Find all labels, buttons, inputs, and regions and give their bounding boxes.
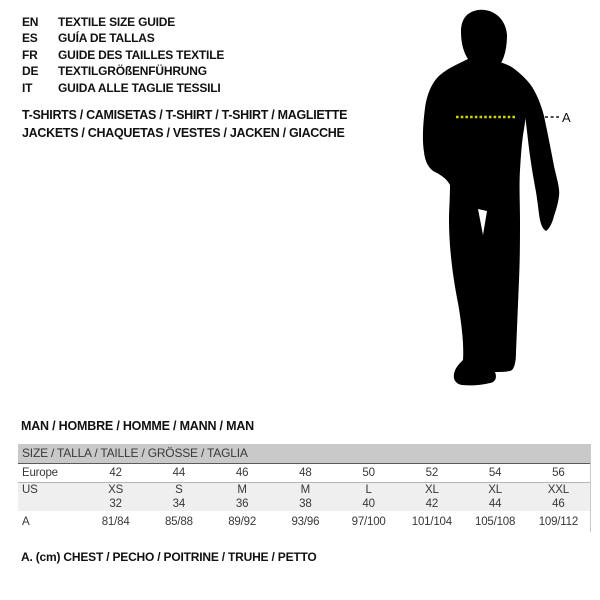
table-cell: 42: [109, 467, 122, 479]
table-cell: 44: [488, 498, 502, 510]
table-cell: XS: [108, 484, 124, 496]
language-label: GUÍA DE TALLAS: [58, 31, 155, 46]
table-cell: 44: [172, 467, 186, 479]
size-table-header: SIZE / TALLA / TAILLE / GRÖSSE / TAGLIA: [18, 444, 590, 464]
language-row: [22, 14, 224, 30]
table-cell: 101/104: [411, 516, 452, 528]
row-label: A: [22, 516, 30, 528]
category-jackets: JACKETS / CHAQUETAS / VESTES / JACKEN / GIACCHE: [22, 125, 345, 140]
table-cell: 56: [552, 467, 565, 479]
language-row: [22, 63, 224, 79]
table-cell: 48: [299, 467, 312, 479]
table-cell: 89/92: [228, 516, 257, 528]
table-row-numeric: [18, 497, 590, 511]
table-cell: 54: [488, 467, 502, 479]
language-code: EN: [22, 15, 39, 29]
language-label: TEXTILGRÖßENFÜHRUNG: [58, 64, 207, 79]
table-row-chest: [18, 511, 590, 532]
table-cell: 34: [172, 498, 186, 510]
table-cell: M: [300, 484, 311, 496]
language-code: FR: [22, 47, 38, 62]
language-label: GUIDA ALLE TAGLIE TESSILI: [58, 80, 221, 95]
table-cell: S: [175, 484, 183, 496]
man-silhouette-figure: [420, 8, 580, 388]
table-cell: 38: [299, 498, 312, 510]
row-label: [18, 497, 84, 511]
table-cell: 50: [362, 467, 375, 479]
language-list: [22, 14, 224, 96]
language-row: [22, 47, 224, 63]
table-cell: L: [365, 484, 372, 496]
table-cell: 42: [425, 498, 439, 510]
table-cell: 52: [425, 467, 439, 479]
table-cell: XXL: [547, 484, 569, 496]
table-cell: 85/88: [164, 516, 193, 528]
table-row-europe: [18, 464, 590, 482]
measure-label-a: A: [562, 110, 571, 125]
table-shaded-band: [18, 482, 590, 511]
section-title-man: MAN / HOMBRE / HOMME / MANN / MAN: [21, 419, 254, 433]
table-cell: 81/84: [101, 516, 130, 528]
table-cell: XL: [425, 484, 439, 496]
language-code: ES: [22, 31, 38, 46]
category-tshirts: T-SHIRTS / CAMISETAS / T-SHIRT / T-SHIRT / MAGLIETTE: [22, 108, 348, 122]
language-label: TEXTILE SIZE GUIDE: [58, 15, 176, 29]
table-cell: 46: [235, 467, 249, 479]
man-silhouette: [423, 10, 526, 386]
table-cell: 105/108: [475, 516, 516, 528]
table-cell: 109/112: [538, 516, 579, 528]
language-code: DE: [22, 64, 39, 79]
table-cell: 40: [362, 498, 375, 510]
language-row: [22, 30, 224, 46]
table-cell: 97/100: [351, 516, 386, 528]
table-cell: 93/96: [291, 516, 320, 528]
table-cell: M: [237, 484, 247, 496]
table-cell: 46: [552, 498, 565, 510]
table-cell: XL: [488, 484, 502, 496]
language-label: GUIDE DES TAILLES TEXTILE: [58, 47, 225, 62]
row-label: Europe: [22, 467, 58, 479]
category-titles: [22, 107, 347, 142]
table-cell: 32: [109, 498, 122, 510]
table-row-us: [18, 483, 590, 497]
table-cell: 36: [235, 498, 249, 510]
size-table: [18, 444, 591, 532]
row-label: US: [22, 484, 38, 496]
measurement-footnote: A. (cm) CHEST / PECHO / POITRINE / TRUHE / PETTO: [21, 550, 317, 564]
language-row: [22, 80, 224, 96]
language-code: IT: [22, 80, 33, 95]
